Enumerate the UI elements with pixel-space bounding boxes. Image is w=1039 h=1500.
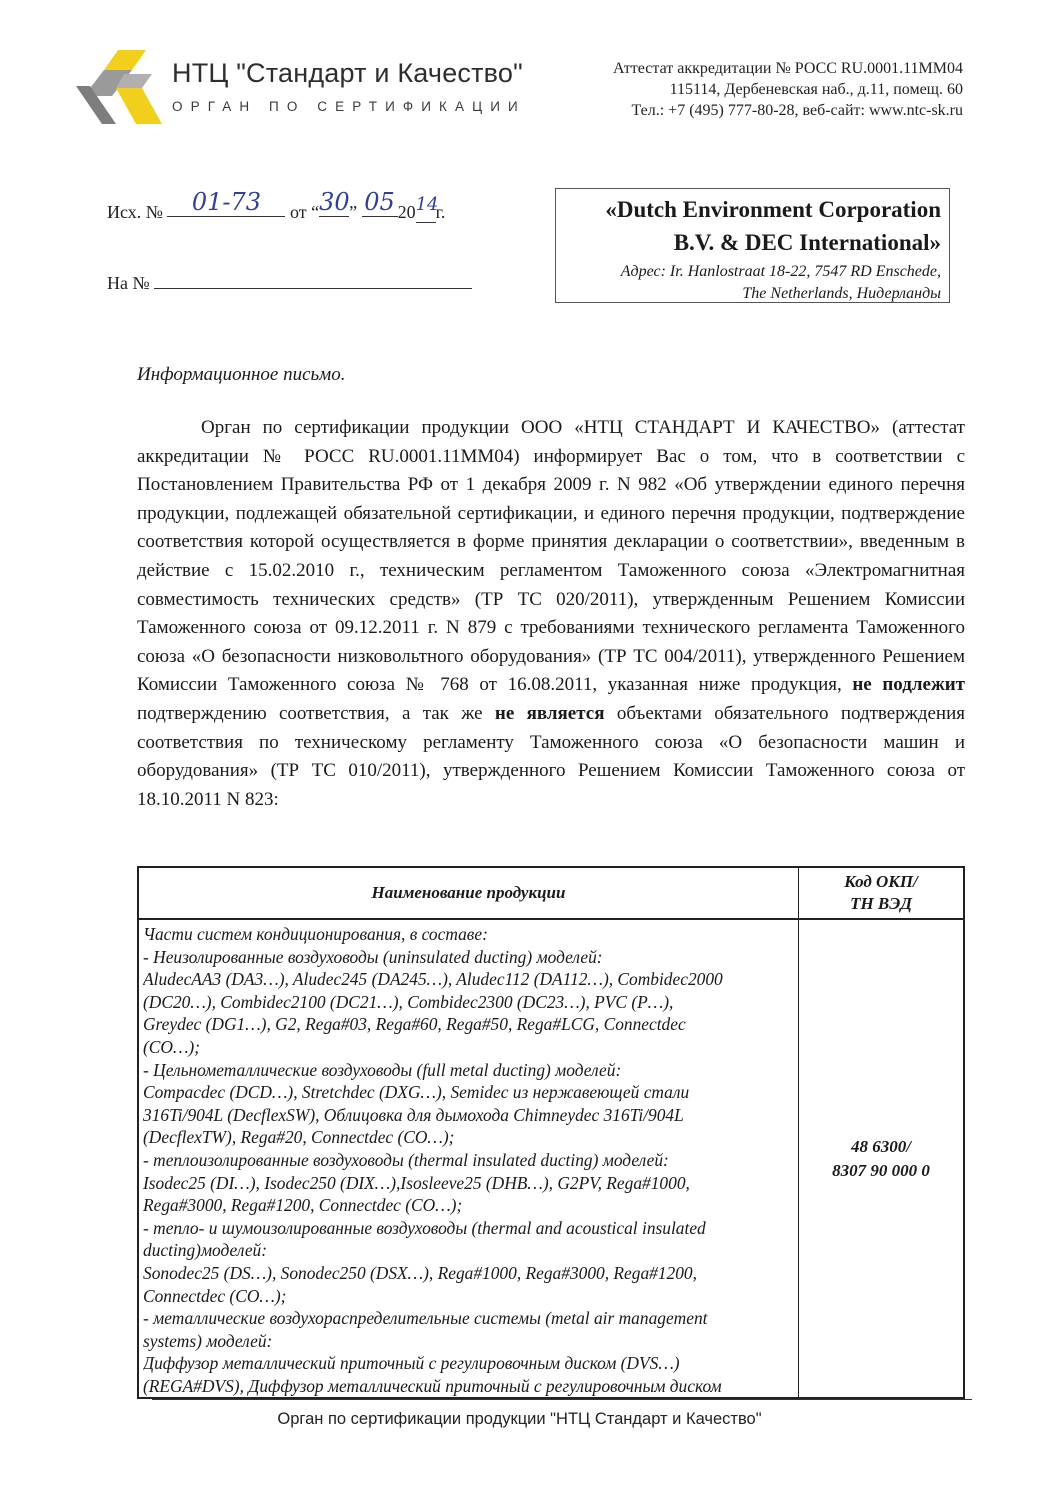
year-prefix: 20 — [397, 202, 416, 222]
description-line: AludecAA3 (DA3…), Aludec245 (DA245…), Aludec112 (DA112…), Combidec2000 — [143, 969, 723, 990]
out-number-field — [167, 188, 285, 217]
description-line: Rega#3000, Rega#1200, Connectdec (CO…); — [143, 1195, 463, 1216]
table-header-row — [138, 867, 964, 919]
body-part2: подтверждению соответствия, а так же — [137, 702, 483, 724]
out-number-handwritten: 01-73 — [191, 188, 262, 216]
company-logo — [72, 48, 164, 126]
description-line: - металлические воздухораспределительные системы (metal air management — [143, 1308, 708, 1329]
year-field — [415, 194, 439, 223]
footer-text: Орган по сертификации продукции "НТЦ Стандарт и Качество" — [277, 1410, 762, 1428]
description-line: (DecflexTW), Rega#20, Connectdec (CO…); — [143, 1127, 455, 1148]
accreditation-line: Аттестат аккредитации № РОСС RU.0001.11ММ04 — [613, 60, 963, 77]
letter-title: Информационное письмо. — [137, 364, 346, 385]
description-line: systems) моделей: — [143, 1330, 273, 1351]
addressee-box — [555, 188, 950, 303]
description-line: - Цельнометаллические воздуховоды (full metal ducting) моделей: — [143, 1059, 622, 1080]
body-part3: объектами обязательного подтверждения соответствия по техническому регламенту Таможенного союза «О безопасности машин и оборудования» (ТР ТС 010/2011), утвержденного Решением Комиссии Таможенного союза от 18.10.2011 N 823: — [137, 702, 966, 810]
reply-number-line — [107, 268, 472, 294]
letter-body — [137, 414, 965, 814]
description-line: - теплоизолированные воздуховоды (thermal insulated ducting) моделей: — [143, 1149, 669, 1170]
description-line: Connectdec (CO…); — [143, 1285, 287, 1306]
body-bold2: не является — [494, 702, 605, 724]
table-row — [138, 919, 964, 1398]
description-line: (CO…); — [143, 1036, 200, 1057]
product-table — [137, 866, 965, 1399]
product-code-cell — [799, 919, 965, 1398]
addressee-name-line1: «Dutch Environment Corporation — [605, 197, 941, 222]
description-line: Sonodec25 (DS…), Sonodec250 (DSX…), Rega#1000, Rega#3000, Rega#1200, — [143, 1262, 697, 1283]
outgoing-number-line — [107, 188, 446, 223]
address-line: 115114, Дербеневская наб., д.11, помещ. 60 — [669, 81, 963, 98]
description-line: Compacdec (DCD…), Stretchdec (DXG…), Semidec из нержавеющей стали — [143, 1082, 690, 1103]
description-line: - Неизолированные воздуховоды (uninsulated ducting) моделей: — [143, 946, 603, 967]
year-handwritten: 14 — [415, 194, 439, 215]
description-line: 316Ti/904L (DecflexSW), Облицовка для дымохода Chimneydec 316Ti/904L — [143, 1104, 684, 1125]
out-label: Исх. № — [107, 202, 163, 222]
addressee-address-line2: The Netherlands, Нидерланды — [742, 285, 941, 302]
footer-divider — [152, 1399, 972, 1400]
quote-close: ” — [349, 202, 358, 222]
org-subtitle: ОРГАН ПО СЕРТИФИКАЦИИ — [172, 99, 526, 114]
description-line: (DC20…), Combidec2100 (DC21…), Combidec2300 (DC23…), PVC (P…), — [143, 991, 674, 1012]
description-line: Isodec25 (DI…), Isodec250 (DIX…),Isosleeve25 (DHB…), G2PV, Rega#1000, — [143, 1172, 690, 1193]
year-end: г. — [435, 202, 446, 222]
day-handwritten: 30 — [319, 188, 350, 216]
code-line2: 8307 90 000 0 — [832, 1160, 930, 1180]
reply-number-field — [154, 268, 472, 289]
body-bold1: не подлежит — [852, 674, 966, 696]
org-name: НТЦ "Стандарт и Качество" — [172, 58, 523, 88]
col-header-code-line1: Код ОКП/ — [844, 872, 918, 891]
product-description-cell — [138, 919, 799, 1398]
description-line: - тепло- и шумоизолированные воздуховоды (thermal and acoustical insulated — [143, 1217, 706, 1238]
description-line: (REGA#DVS), Диффузор металлический приточный с регулировочным диском — [143, 1375, 722, 1396]
day-field — [319, 188, 350, 217]
contacts-line: Тел.: +7 (495) 777-80-28, веб-сайт: www.ntc-sk.ru — [631, 102, 963, 119]
from-label: от “ — [289, 202, 320, 222]
description-line: Диффузор металлический приточный с регулировочным диском (DVS…) — [143, 1353, 680, 1374]
addressee-address-line1: Адрес: Ir. Hanlostraat 18-22, 7547 RD Enschede, — [620, 263, 941, 280]
col-header-name: Наименование продукции — [138, 867, 799, 919]
reply-label: На № — [107, 273, 150, 293]
org-requisites — [613, 58, 963, 121]
body-part1: Орган по сертификации продукции ООО «НТЦ СТАНДАРТ И КАЧЕСТВО» (аттестат аккредитации № РОСС RU.0001.11ММ04) информирует Вас о том, что в соответствии с Постановлением Правительства РФ от 1 декабря 2009 г. N 982 «Об утверждении единого перечня продукции, подлежащей обязательной сертификации, и единого перечня продукции, подтверждение соответствия которой осуществляется в форме принятия декларации о соответствии», введенным в действие с 15.02.2010 г., техническим регламентом Таможенного союза «Электромагнитная совместимость технических средств» (ТР ТС 020/2011), утвержденным Решением Комиссии Таможенного союза от 09.12.2011 г. N 879 с требованиями технического регламента Таможенного союза «О безопасности низковольтного оборудования» (ТР ТС 004/2011), утвержденного Решением Комиссии Таможенного союза № 768 от 16.08.2011, указанная ниже продукция, — [137, 417, 965, 696]
addressee-name-line2: B.V. & DEC International» — [673, 230, 941, 255]
col-header-code — [799, 867, 965, 919]
description-line: ducting)моделей: — [143, 1240, 268, 1261]
description-line: Части систем кондиционирования, в составе: — [143, 924, 488, 944]
col-header-code-line2: ТН ВЭД — [850, 894, 912, 913]
month-handwritten: 05 — [364, 188, 395, 216]
month-field — [362, 188, 398, 217]
description-line: Greydec (DG1…), G2, Rega#03, Rega#60, Rega#50, Rega#LCG, Connectdec — [143, 1014, 686, 1035]
code-line1: 48 6300/ — [851, 1136, 911, 1156]
